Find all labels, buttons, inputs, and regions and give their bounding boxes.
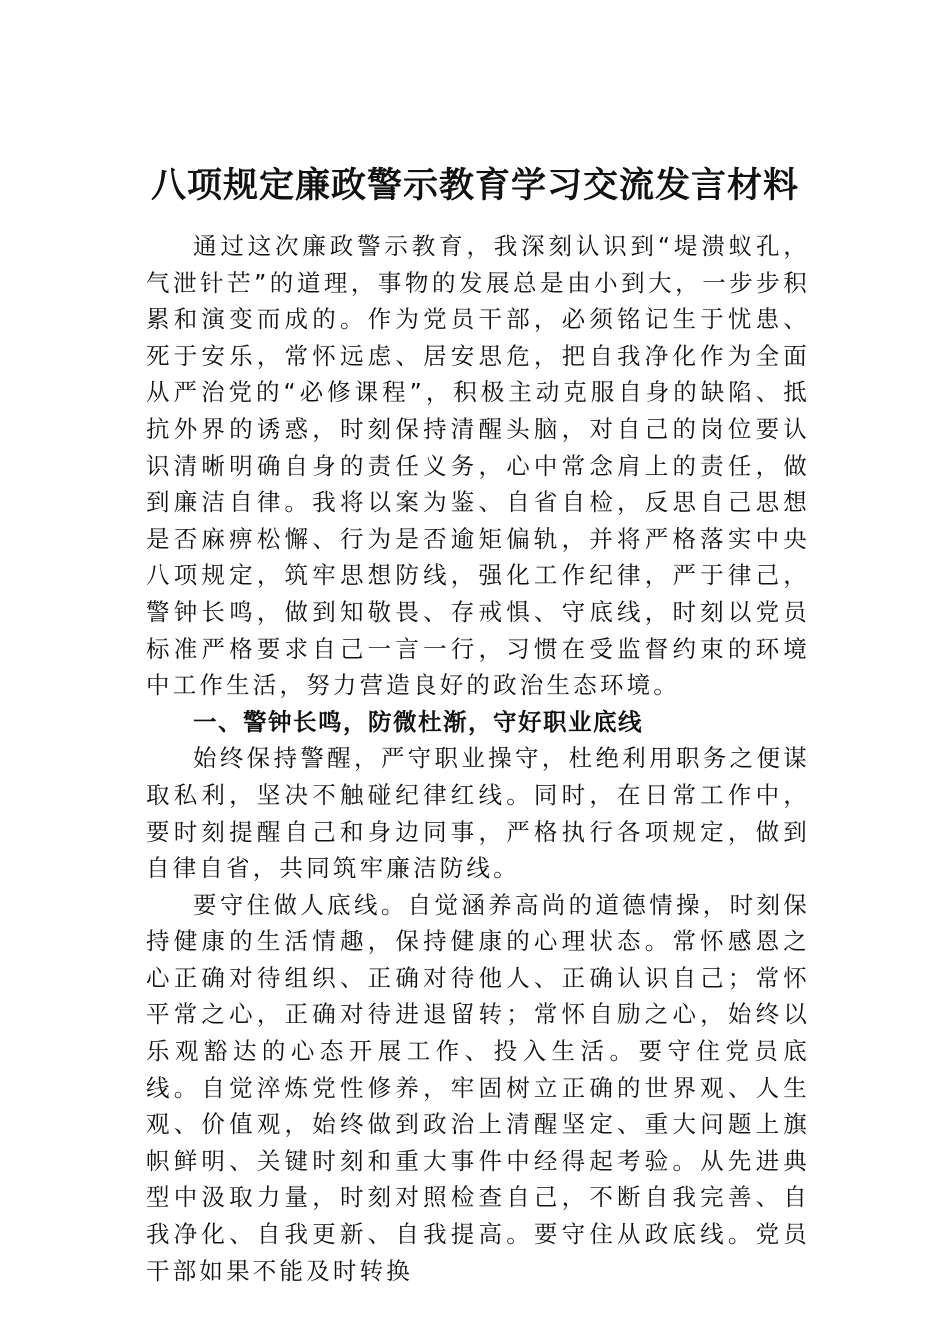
- section-heading: 一、警钟长鸣，防微杜渐，守好职业底线: [193, 707, 643, 736]
- paragraph: 通过这次廉政警示教育，我深刻认识到“堤溃蚁孔，气泄针芒”的道理，事物的发展总是由小到大，一步步积累和演变而成的。作为党员干部，必须铭记生于忧患、死于安乐，常怀远虑、居安思危，把自我净化作为全面从严治党的“必修课程”，积极主动克服自身的缺陷、抵抗外界的诱惑，时刻保持清醒头脑，对自己的岗位要认识清晰明确自身的责任义务，心中常念肩上的责任，做到廉洁自律。我将以案为鉴、自省自检，反思自己思想是否麻痹松懈、行为是否逾矩偏轨，并将严格落实中央八项规定，筑牢思想防线，强化工作纪律，严于律己，警钟长鸣，做到知敬畏、存戒惧、守底线，时刻以党员标准严格要求自己一言一行，习惯在受监督约束的环境中工作生活，努力营造良好的政治生态环境。: [146, 232, 810, 700]
- document-title: 八项规定廉政警示教育学习交流发言材料: [150, 165, 799, 206]
- document-body: [146, 228, 810, 1289]
- paragraph: 要守住做人底线。自觉涵养高尚的道德情操，时刻保持健康的生活情趣，保持健康的心理状态。常怀感恩之心正确对待组织、正确对待他人、正确认识自己；常怀平常之心，正确对待进退留转；常怀自励之心，始终以乐观豁达的心态开展工作、投入生活。要守住党员底线。自觉淬炼党性修养，牢固树立正确的世界观、人生观、价值观，始终做到政治上清醒坚定、重大问题上旗帜鲜明、关键时刻和重大事件中经得起考验。从先进典型中汲取力量，时刻对照检查自己，不断自我完善、自我净化、自我更新、自我提高。要守住从政底线。党员干部如果不能及时转换: [146, 890, 810, 1285]
- paragraph: 始终保持警醒，严守职业操守，杜绝利用职务之便谋取私利，坚决不触碰纪律红线。同时，在日常工作中，要时刻提醒自己和身边同事，严格执行各项规定，做到自律自省，共同筑牢廉洁防线。: [146, 744, 810, 883]
